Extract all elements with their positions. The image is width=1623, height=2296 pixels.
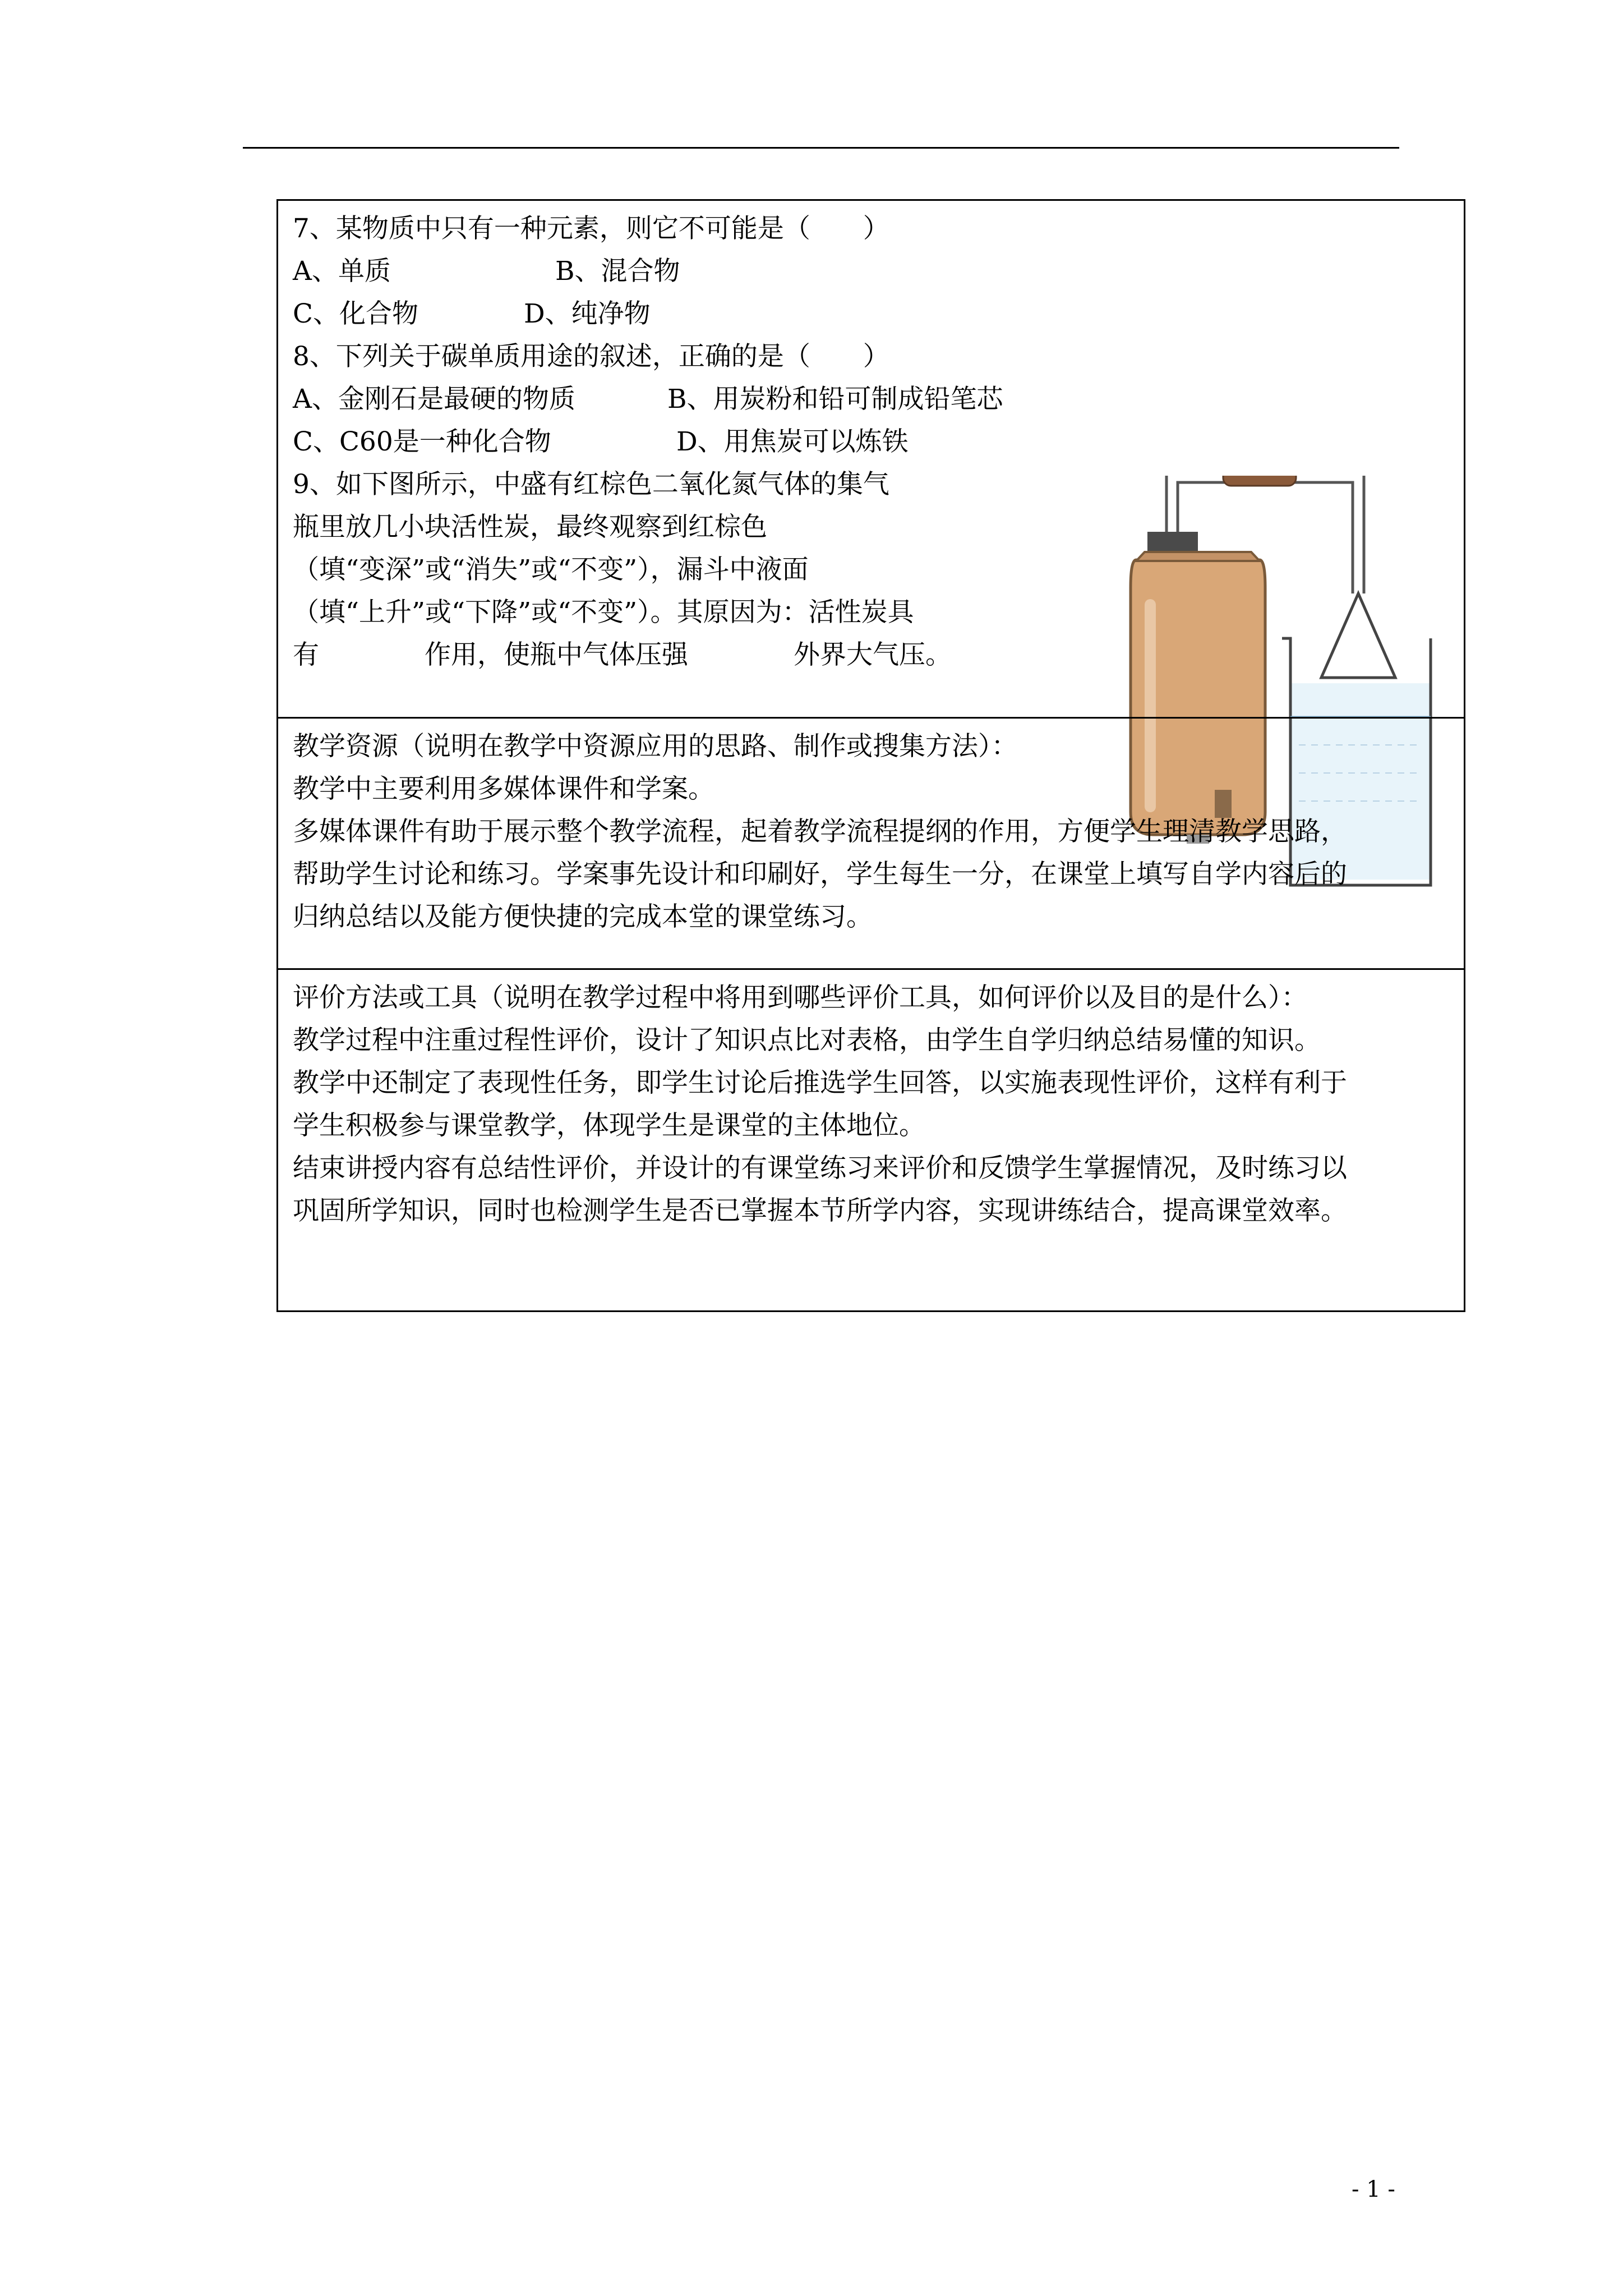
q9-line-4: （填“上升”或“下降”或“不变”）。其原因为：活性炭具 bbox=[293, 597, 914, 628]
evaluation-line-5: 结束讲授内容有总结性评价，并设计的有课堂练习来评价和反馈学生掌握情况，及时练习以 bbox=[293, 1153, 1347, 1184]
evaluation-methods-cell bbox=[278, 968, 1464, 1310]
q7-stem: 7、某物质中只有一种元素，则它不可能是（ ） bbox=[293, 213, 889, 244]
q9-line-5: 有 作用，使瓶中气体压强 外界大气压。 bbox=[293, 639, 952, 670]
q9-line-3: （填“变深”或“消失”或“不变”），漏斗中液面 bbox=[293, 554, 809, 585]
q9-line-2: 瓶里放几小块活性炭，最终观察到红棕色 bbox=[293, 512, 767, 542]
evaluation-line-6: 巩固所学知识，同时也检测学生是否已掌握本节所学内容，实现讲练结合，提高课堂效率。 bbox=[293, 1195, 1347, 1226]
q8-stem: 8、下列关于碳单质用途的叙述，正确的是（ ） bbox=[293, 341, 889, 372]
q7-options-row-1 bbox=[293, 250, 1451, 293]
page-number: - 1 - bbox=[1352, 2177, 1395, 2202]
teaching-resources-cell bbox=[278, 717, 1464, 968]
evaluation-line-2: 教学过程中注重过程性评价，设计了知识点比对表格，由学生自学归纳总结易懂的知识。 bbox=[293, 1025, 1321, 1056]
resources-line-5: 归纳总结以及能方便快捷的完成本堂的课堂练习。 bbox=[293, 901, 873, 932]
resources-line-3: 多媒体课件有助于展示整个教学流程，起着教学流程提纲的作用，方便学生理清教学思路， bbox=[293, 816, 1347, 847]
q7-options-row-2 bbox=[293, 293, 1451, 335]
evaluation-line-1: 评价方法或工具（说明在教学过程中将用到哪些评价工具，如何评价以及目的是什么）： bbox=[293, 982, 1308, 1013]
funnel bbox=[1321, 593, 1395, 678]
resources-line-2: 教学中主要利用多媒体课件和学案。 bbox=[293, 774, 714, 804]
resources-line-4: 帮助学生讨论和练习。学案事先设计和印刷好，学生每生一分，在课堂上填写自学内容后的 bbox=[293, 859, 1347, 890]
evaluation-line-3: 教学中还制定了表现性任务，即学生讨论后推选学生回答，以实施表现性评价，这样有利于 bbox=[293, 1068, 1347, 1098]
exercise-cell bbox=[278, 201, 1464, 717]
q9-line-1: 9、如下图所示，中盛有红棕色二氧化氮气体的集气 bbox=[293, 469, 889, 500]
q8-option-b: B、用炭粉和铅可制成铅笔芯 bbox=[667, 384, 1003, 415]
header-rule bbox=[243, 147, 1399, 149]
lesson-plan-table bbox=[276, 199, 1465, 1312]
rubber-joint bbox=[1223, 476, 1296, 486]
q8-options-row-1 bbox=[293, 378, 1451, 421]
q7-option-b: B、混合物 bbox=[555, 256, 680, 287]
q8-option-c: C、C60是一种化合物 bbox=[293, 426, 551, 457]
resources-line-1: 教学资源（说明在教学中资源应用的思路、制作或搜集方法）： bbox=[293, 731, 1018, 762]
q8-options-row-2 bbox=[293, 421, 1451, 463]
q7-option-c: C、化合物 bbox=[293, 298, 418, 329]
q8-option-a: A、金刚石是最硬的物质 bbox=[293, 384, 575, 415]
q7-option-a: A、单质 bbox=[293, 256, 391, 287]
q7-option-d: D、纯净物 bbox=[524, 298, 651, 329]
evaluation-line-4: 学生积极参与课堂教学，体现学生是课堂的主体地位。 bbox=[293, 1110, 925, 1141]
q8-option-d: D、用焦炭可以炼铁 bbox=[676, 426, 909, 457]
